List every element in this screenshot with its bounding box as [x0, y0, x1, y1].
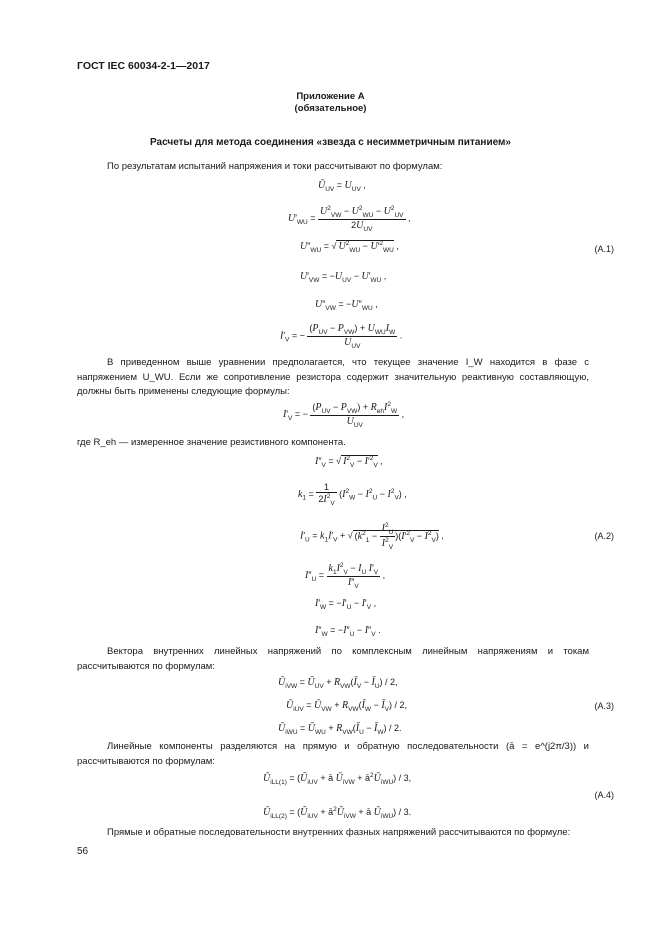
- equation-iv-prime-reactive: $I'_V$ = − $\frac{(P_{UV} - P_{VW}) + R_{eh}I^2_W}{U_{UV}}$ ,: [283, 401, 405, 429]
- equation-uiuv: $Ū_{iUV}$ = $Ū_{VW}$ + $R_{VW}(Ī_W$ − $Ī_V) / 2$,: [286, 700, 408, 713]
- equation-iv-double-prime: $I''_V$ = √ $I^2_V - I'^2_V$ ,: [315, 455, 383, 469]
- annex-title: Приложение А: [296, 91, 365, 102]
- equation-uill2: $Ū_{iLL(2)}$ = ($Ū_{iUV}$ + $ā^2Ū_{iVW}$ + ā $Ū_{iWU}) / 3$.: [263, 806, 412, 820]
- equation-uill1: $Ū_{iLL(1)}$ = ($Ū_{iUV}$ + ā $Ū_{iVW}$ + $ā^2Ū_{iWU}) / 3$,: [263, 772, 412, 786]
- paragraph-sequences: Линейные компоненты разделяются на прямую и обратную последовательности (ā = e^(j2π/3)) и рассчитываются по формулам:: [77, 741, 589, 767]
- equation-iu-double-prime: $I''_U$ = $\frac{k_1I^2_V - I_U I'_V}{I''_V}$ ,: [305, 562, 386, 590]
- paragraph-assumption: В приведенном выше уравнении предполагается, что текущее значение I_W находится в фазе с напряжением U_WU. Если же сопротивление резистора содержит значительную реактивную составляющую, должны быть применены следующие формулы:: [77, 357, 589, 397]
- equation-number-a3: (А.3): [594, 701, 614, 711]
- equation-uivw: $Ū_{iVW}$ = $Ū_{UV}$ + $R_{VW}(Ī_V$ − $Ī_U) / 2$,: [278, 677, 398, 690]
- page-number: 56: [77, 846, 89, 857]
- paragraph-intro: По результатам испытаний напряжения и токи рассчитывают по формулам:: [107, 161, 443, 172]
- equation-k1: $k_1$ = $\frac{1}{2I^2_V}$ $(I^2_W - I^2_U - I^2_V)$ ,: [298, 482, 407, 507]
- document-header: ГОСТ IEC 60034-2-1—2017: [77, 60, 210, 72]
- equation-uiwu: $Ū_{iWU}$ = $Ū_{WU}$ + $R_{VW}(Ī_U$ − $Ī_W) / 2$.: [278, 723, 402, 736]
- equation-iw-double-prime: $I''_W = -I''_U - I''_V$ .: [315, 625, 381, 638]
- paragraph-reh-definition: где R_eh — измеренное значение резистивного компонента.: [77, 437, 346, 448]
- equation-uvw-double-prime: $U''_{VW} = -U''_{WU}$ ,: [315, 299, 378, 312]
- paragraph-phase-voltages: Прямые и обратные последовательности внутренних фазных напряжений рассчитываются по формуле:: [107, 827, 571, 838]
- equation-iu-prime: $I'_U = k_1I'_V$ + √ ($k^2_1$ − $\frac{I^2_U}{I^2_V}$ )$(I'^2_V - I^2_V)$ ,: [300, 522, 444, 551]
- equation-uuv: $Ū_{UV} = U_{UV}$ ,: [318, 180, 366, 193]
- equation-number-a4: (А.4): [594, 790, 614, 800]
- equation-uwu-double-prime: $U''_{WU}$ = √ $U^2_{WU} - U'^2_{WU}$ ,: [300, 240, 399, 254]
- equation-iw-prime: $I'_W = -I'_U - I'_V$ ,: [315, 598, 377, 611]
- equation-uwu-prime: $U'_{WU}$ = $\frac{U^2_{VW} - U^2_{WU} - U^2_{UV}}{2U_{UV}}$ ,: [288, 205, 411, 233]
- annex-subtitle: (обязательное): [294, 103, 367, 114]
- section-title: Расчеты для метода соединения «звезда с несимметричным питанием»: [149, 137, 511, 148]
- paragraph-line-voltages: Вектора внутренних линейных напряжений по комплексным линейным напряжениям и токам рассчитываются по формулам:: [77, 646, 589, 672]
- equation-number-a1: (А.1): [594, 244, 614, 254]
- equation-iv-prime: $I'_V$ = − $\frac{(P_{UV} - P_{VW}) + U_{WU}I_W}{U_{UV}}$ .: [280, 323, 403, 350]
- equation-uvw-prime: $U'_{VW} = -U_{UV} - U'_{WU}$ ,: [300, 271, 387, 284]
- equation-number-a2: (А.2): [594, 531, 614, 541]
